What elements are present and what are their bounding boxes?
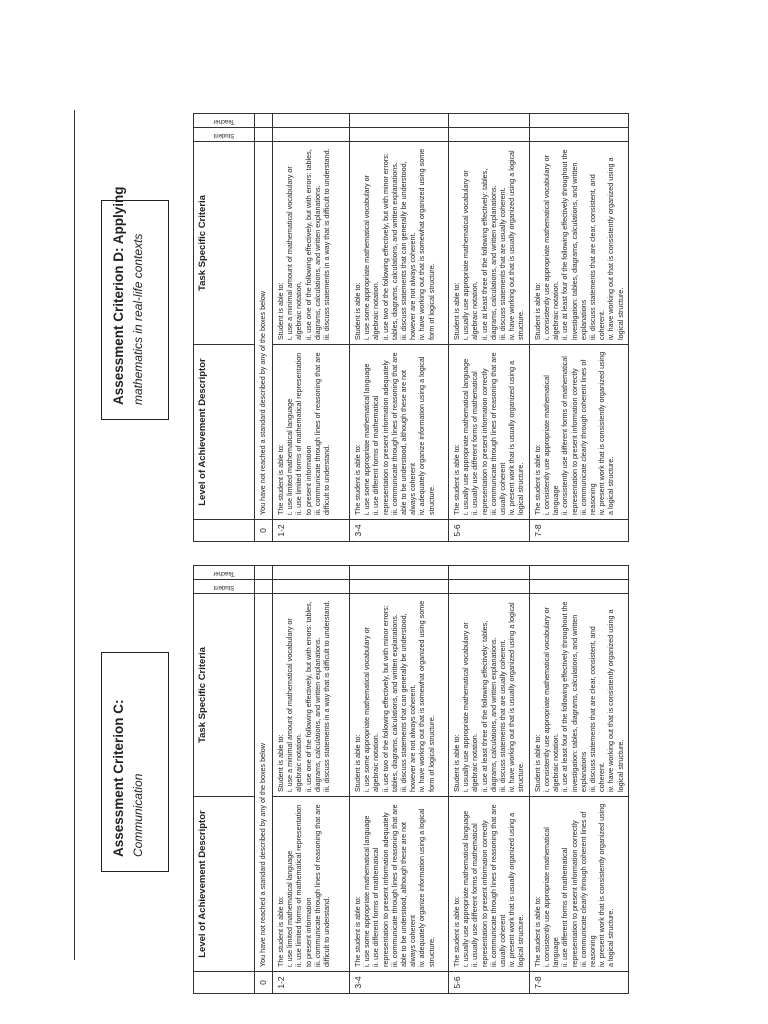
descriptor-line: iii. communicate through lines of reasoning that are difficult to understand. [312, 804, 331, 967]
student-score-cell[interactable] [349, 128, 448, 142]
criteria-line: iv. have working out that is consistently organized using a logical structure. [606, 609, 625, 792]
band-label: 0 [255, 520, 273, 542]
teacher-label: Teacher [213, 570, 235, 577]
teacher-score-cell[interactable] [529, 114, 628, 128]
student-score-cell[interactable] [272, 128, 349, 142]
descriptor-line: iii. communicate through lines of reasoning that are able to be understood, although these are not always coherent [389, 352, 418, 515]
criteria-line: iv. have working out that is usually organized using a logical structure. [507, 602, 526, 792]
teacher-score-cell[interactable] [272, 114, 349, 128]
criteria-line: Student is able to: [275, 734, 285, 792]
descriptor-line: i. usually use appropriate mathematical language [461, 358, 471, 515]
criteria-line: iv. have working out that is consistently organized using a logical structure. [606, 157, 625, 340]
criteria-line: iii. discuss statements that are clear, consistent, and coherent. [587, 174, 607, 340]
descriptor-line: iv. present work that is consistently organized using a logical structure. [597, 351, 616, 515]
student-score-cell[interactable] [255, 128, 273, 142]
criteria-line: iii. discuss statements that are usually coherent. [497, 187, 507, 340]
criteria-line: iii. discuss statements in a way that is difficult to understand. [321, 600, 331, 792]
zero-row [255, 114, 273, 542]
level-descriptor-cell [349, 345, 448, 520]
rubric-row [529, 114, 628, 542]
criteria-line: Student is able to: [451, 734, 461, 792]
band-label: 1-2 [272, 520, 349, 542]
criteria-line: i. use a minimal amount of mathematical vocabulary or algebraic notation. [285, 166, 304, 340]
student-score-cell[interactable] [349, 580, 448, 594]
student-score-header [194, 580, 255, 594]
task-criteria-cell [529, 594, 628, 797]
descriptor-line: ii. use limited forms of mathematical representation to present information [294, 352, 313, 515]
task-criteria-cell [272, 142, 349, 345]
level-descriptor-cell [272, 797, 349, 972]
criteria-line: iv. have working out that is somewhat organized using some form of logical structure. [417, 148, 436, 340]
descriptor-line: ii. use different forms of mathematical representation to present information adequately [371, 360, 390, 515]
descriptor-line: iii. communicate through lines of reasoning that are usually coherent [488, 804, 507, 967]
criteria-line: i. use some appropriate mathematical vocabulary or algebraic notation. [362, 627, 381, 792]
teacher-score-header [194, 566, 255, 580]
level-descriptor-cell [448, 797, 529, 972]
descriptor-line: ii. use different forms of mathematical representation to present information adequately [371, 812, 390, 967]
zero-row [255, 566, 273, 994]
teacher-score-header [194, 114, 255, 128]
criterion-d-block [101, 114, 741, 542]
rubric-row [349, 114, 448, 542]
descriptor-line: iv. present work that is consistently organized using a logical structure. [597, 803, 616, 967]
student-label: Student [213, 132, 235, 139]
level-descriptor-cell [272, 345, 349, 520]
teacher-label: Teacher [213, 118, 235, 125]
descriptor-line: i. use some appropriate mathematical language [362, 815, 372, 967]
criteria-line: Student is able to: [352, 734, 362, 792]
descriptor-line: iv. adequately organize information using a logical structure. [417, 808, 436, 967]
descriptor-line: i. use some appropriate mathematical language [362, 363, 372, 515]
level-descriptor-header: Level of Achievement Descriptor [194, 345, 255, 520]
criteria-line: ii. use two of the following effectively, but with minor errors: tables, diagrams, calculations, and written explanations. [380, 153, 399, 340]
teacher-score-cell[interactable] [448, 114, 529, 128]
rubric-row [349, 566, 448, 994]
criteria-line: ii. use at least three of the following effectively: tables, diagrams, calculations, and written explanations. [479, 168, 498, 340]
task-criteria-header: Task Specific Criteria [194, 142, 255, 345]
descriptor-line: The student is able to: [275, 444, 285, 515]
band-label: 7-8 [529, 972, 628, 994]
level-descriptor-cell [349, 797, 448, 972]
criteria-line: Student is able to: [532, 282, 542, 340]
descriptor-line: ii. usually use different forms of mathematical representation to present information correctly [470, 368, 489, 515]
task-criteria-cell [448, 594, 529, 797]
task-criteria-cell [272, 594, 349, 797]
descriptor-line: The student is able to: [532, 444, 542, 515]
teacher-score-cell[interactable] [255, 114, 273, 128]
student-score-cell[interactable] [448, 128, 529, 142]
teacher-score-cell[interactable] [349, 566, 448, 580]
rubric-header-row [194, 114, 255, 542]
rubric-row [272, 566, 349, 994]
criterion-subtitle: Communication [131, 773, 146, 857]
criterion-subtitle: mathematics in real-life contexts [131, 233, 146, 405]
level-descriptor-cell [448, 345, 529, 520]
criteria-line: iii. discuss statements that can generally be understood, however are not always coherent. [398, 613, 418, 792]
band-label: 0 [255, 972, 273, 994]
descriptor-line: iv. present work that is usually organized using a logical structure. [507, 812, 526, 967]
rubric-header-row [194, 566, 255, 994]
teacher-score-cell[interactable] [529, 566, 628, 580]
criteria-line: iii. discuss statements that are usually coherent. [497, 639, 507, 792]
descriptor-line: ii. consistently use different forms of mathematical representation to present information correctly [560, 356, 579, 515]
criteria-line: iii. discuss statements in a way that is difficult to understand. [321, 148, 331, 340]
criteria-line: i. consistently use appropriate mathematical vocabulary or algebraic notation. [541, 607, 561, 792]
band-label: 3-4 [349, 520, 448, 542]
band-label: 5-6 [448, 972, 529, 994]
descriptor-line: i. consistently use appropriate mathematical language [541, 375, 561, 515]
criteria-line: Student is able to: [275, 282, 285, 340]
descriptor-line: i. usually use appropriate mathematical language [461, 810, 471, 967]
teacher-score-cell[interactable] [255, 566, 273, 580]
teacher-score-cell[interactable] [448, 566, 529, 580]
criteria-line: ii. use one of the following effectively, but with errors: tables, diagrams, calculations, and written explanations. [303, 601, 322, 792]
rubric-table [193, 113, 629, 542]
descriptor-line: iv. adequately organize information using a logical structure. [417, 356, 436, 515]
criteria-line: ii. use two of the following effectively, but with minor errors: tables, diagrams, calculations, and written explanations. [380, 605, 399, 792]
descriptor-line: iv. present work that is usually organized using a logical structure. [507, 360, 526, 515]
task-criteria-header: Task Specific Criteria [194, 594, 255, 797]
criteria-line: iv. have working out that is somewhat organized using some form of logical structure. [417, 600, 436, 792]
criteria-line: i. consistently use appropriate mathematical vocabulary or algebraic notation. [541, 155, 561, 340]
criteria-line: ii. use at least four of the following effectively throughout the investigation: tables, diagrams, calculations, and written explanations [560, 601, 588, 792]
teacher-score-cell[interactable] [349, 114, 448, 128]
zero-descriptor: You have not reached a standard described by any of the boxes below [255, 594, 273, 972]
rubric-table [193, 565, 629, 994]
task-criteria-cell [349, 594, 448, 797]
page-margin-line [74, 110, 75, 960]
band-header [194, 520, 255, 542]
student-score-cell[interactable] [272, 580, 349, 594]
descriptor-line: iii. communicate through lines of reasoning that are usually coherent [488, 352, 507, 515]
student-score-header [194, 128, 255, 142]
descriptor-line: i. use limited mathematical language [285, 850, 295, 967]
criterion-title-box [101, 652, 169, 872]
descriptor-line: The student is able to: [352, 896, 362, 967]
descriptor-line: The student is able to: [352, 444, 362, 515]
level-descriptor-header: Level of Achievement Descriptor [194, 797, 255, 972]
descriptor-line: ii. use different forms of mathematical representation to present information correctly [560, 820, 579, 967]
descriptor-line: i. consistently use appropriate mathematical language [541, 827, 561, 967]
descriptor-line: iii. communicate clearly through coherent lines of reasoning [578, 359, 597, 515]
criteria-line: iii. discuss statements that can generally be understood, however are not always coherent. [398, 161, 418, 340]
student-score-cell[interactable] [529, 128, 628, 142]
criteria-line: iv. have working out that is usually organized using a logical structure. [507, 150, 526, 340]
criteria-line: Student is able to: [352, 282, 362, 340]
task-criteria-cell [529, 142, 628, 345]
task-criteria-cell [349, 142, 448, 345]
descriptor-line: iii. communicate clearly through coherent lines of reasoning [578, 811, 597, 967]
criteria-line: ii. use at least four of the following effectively throughout the investigation: tables, diagrams, calculations, and written explanations [560, 149, 588, 340]
criteria-line: i. use a minimal amount of mathematical vocabulary or algebraic notation. [285, 618, 304, 792]
criteria-line: iii. discuss statements that are clear, consistent, and coherent. [587, 626, 607, 792]
rubric-row [272, 114, 349, 542]
descriptor-line: ii. use limited forms of mathematical representation to present information [294, 804, 313, 967]
criterion-title: Assessment Criterion C: [111, 699, 126, 857]
criterion-title-box [101, 186, 169, 420]
student-score-cell[interactable] [255, 580, 273, 594]
criteria-line: i. usually use appropriate mathematical vocabulary or algebraic notation. [461, 170, 480, 340]
descriptor-line: ii. usually use different forms of mathematical representation to present information correctly [470, 820, 489, 967]
zero-descriptor: You have not reached a standard described by any of the boxes below [255, 142, 273, 520]
rubric-sheet [101, 114, 741, 994]
band-label: 1-2 [272, 972, 349, 994]
criteria-line: Student is able to: [451, 282, 461, 340]
criterion-c-block [101, 566, 741, 994]
band-label: 3-4 [349, 972, 448, 994]
descriptor-line: iii. communicate through lines of reasoning that are able to be understood, although these are not always coherent [389, 804, 418, 967]
rubric-row [448, 566, 529, 994]
level-descriptor-cell [529, 797, 628, 972]
level-descriptor-cell [529, 345, 628, 520]
descriptor-line: The student is able to: [451, 896, 461, 967]
descriptor-line: iii. communicate through lines of reasoning that are difficult to understand. [312, 352, 331, 515]
band-label: 5-6 [448, 520, 529, 542]
student-label: Student [213, 584, 235, 591]
criteria-line: ii. use at least three of the following effectively: tables, diagrams, calculations, and written explanations. [479, 620, 498, 792]
descriptor-line: The student is able to: [275, 896, 285, 967]
descriptor-line: i. use limited mathematical language [285, 398, 295, 515]
criteria-line: i. usually use appropriate mathematical vocabulary or algebraic notation. [461, 622, 480, 792]
band-header [194, 972, 255, 994]
rubric-row [529, 566, 628, 994]
student-score-cell[interactable] [529, 580, 628, 594]
student-score-cell[interactable] [448, 580, 529, 594]
descriptor-line: The student is able to: [532, 896, 542, 967]
criteria-line: i. use some appropriate mathematical vocabulary or algebraic notation. [362, 175, 381, 340]
rubric-row [448, 114, 529, 542]
band-label: 7-8 [529, 520, 628, 542]
teacher-score-cell[interactable] [272, 566, 349, 580]
descriptor-line: The student is able to: [451, 444, 461, 515]
criteria-line: Student is able to: [532, 734, 542, 792]
criterion-title: Assessment Criterion D: Applying [111, 186, 126, 405]
criteria-line: ii. use one of the following effectively, but with errors: tables, diagrams, calculations, and written explanations. [303, 149, 322, 340]
task-criteria-cell [448, 142, 529, 345]
